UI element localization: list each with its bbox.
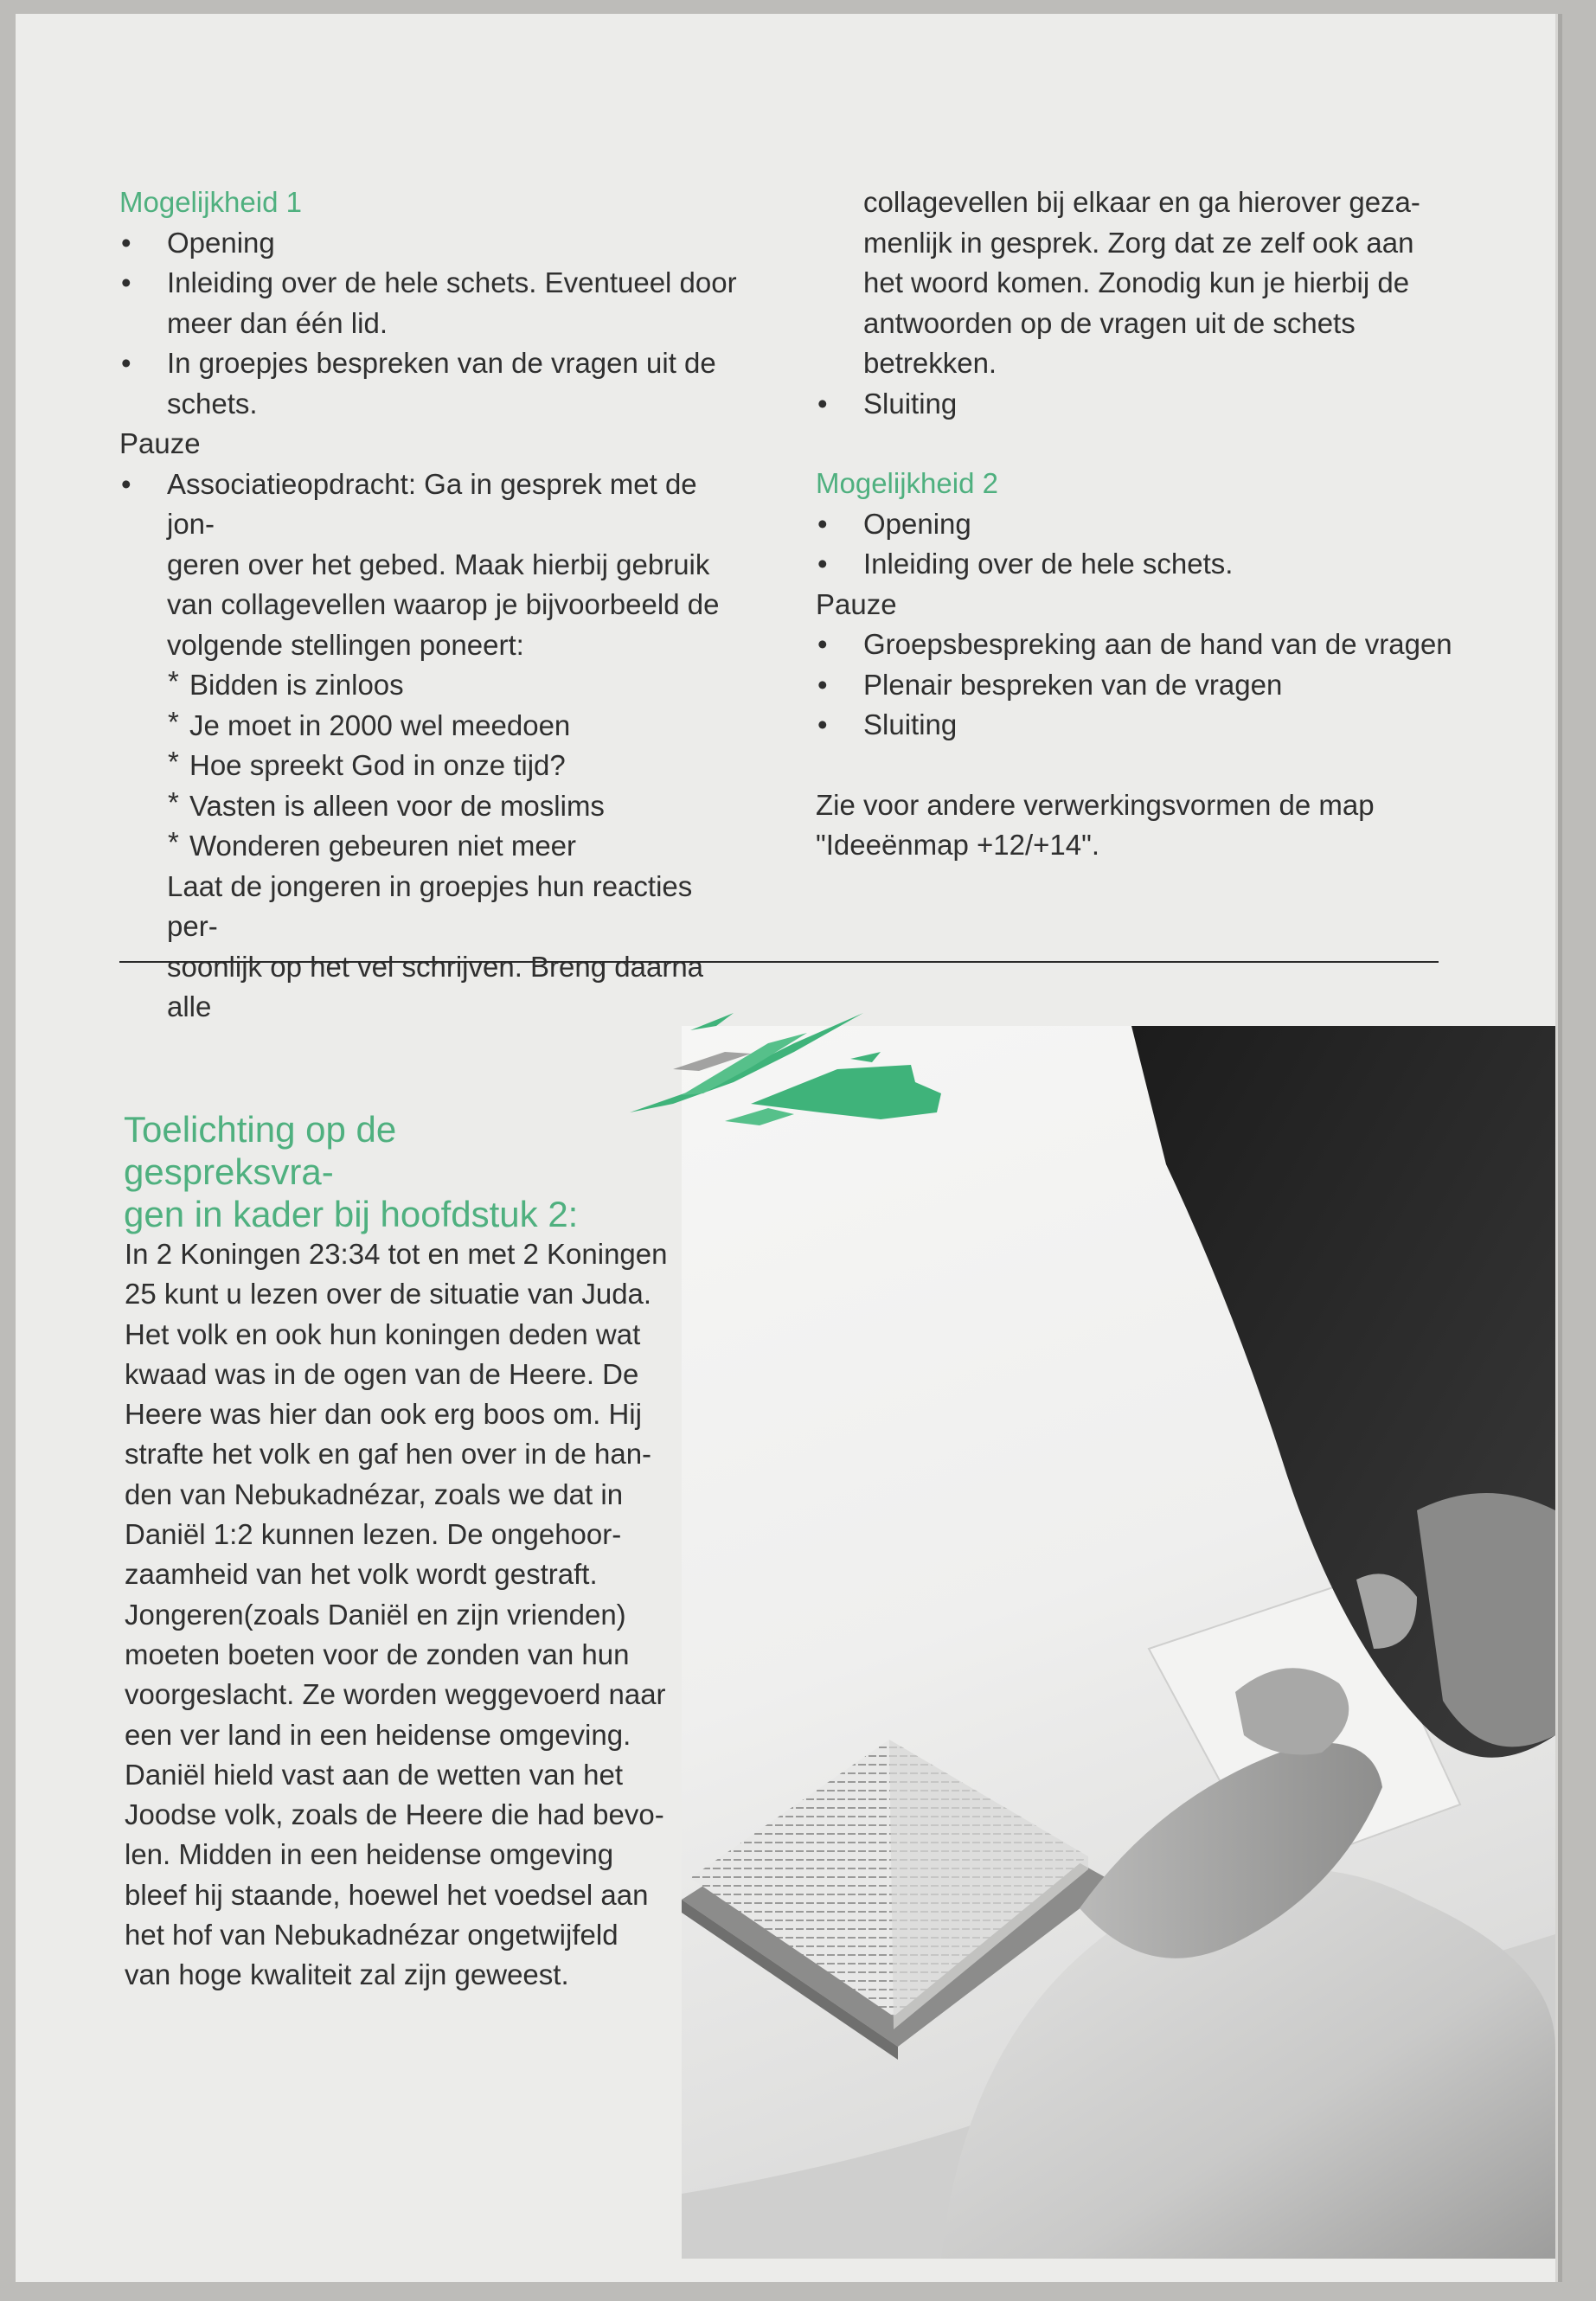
statement-item: * Vasten is alleen voor de moslims	[168, 785, 605, 822]
body-line: bleef hij staande, hoewel het voedsel aan	[125, 1878, 649, 1911]
body-line: van hoge kwaliteit zal zijn geweest.	[125, 1958, 569, 1991]
statement-item: * Bidden is zinloos	[168, 665, 404, 701]
heading-mogelijkheid-2: Mogelijkheid 2	[816, 467, 998, 499]
body-line: den van Nebukadnézar, zoals we dat in	[125, 1477, 624, 1510]
section-title: Toelichting op de gespreksvra- gen in kader bij hoofdstuk 2:	[124, 1109, 579, 1234]
reading-illustration	[682, 1026, 1555, 2259]
body-line: strafte het volk en gaf hen over in de han-	[125, 1438, 652, 1471]
right-column	[816, 183, 1473, 866]
body-line: een ver land in een heidense omgeving.	[125, 1718, 631, 1751]
body-line: len. Midden in een heidense omgeving	[125, 1838, 614, 1871]
heading-mogelijkheid-1: Mogelijkheid 1	[119, 186, 302, 218]
horizontal-rule	[119, 961, 1439, 963]
instruction-continued: collagevellen bij elkaar en ga hierover geza- menlijk in gesprek. Zorg dat ze zelf ook aan het woord komen. Zonodig kun je hierbij de antwoorden op de vragen uit de schets betrekken.	[863, 186, 1420, 379]
bullet-groepsbespreking: • Groepsbespreking aan de hand van de vragen	[816, 625, 1473, 665]
bullet-inleiding: • Inleiding over de hele schets. Eventueel door meer dan één lid.	[119, 263, 751, 343]
body-line: kwaad was in de ogen van de Heere. De	[125, 1357, 639, 1390]
body-line: zaamheid van het volk wordt gestraft.	[125, 1558, 598, 1591]
body-line: moeten boeten voor de zonden van hun	[125, 1638, 630, 1670]
section-body	[125, 1234, 678, 1996]
bullet-associatieopdracht: • Associatieopdracht: Ga in gesprek met de jon- geren over het gebed. Maak hierbij gebruik van collagevellen waarop je bijvoorbeeld de volgende stellingen poneert:	[119, 465, 751, 666]
bullet-sluiting: • Sluiting	[816, 384, 1473, 425]
bullet-opening: • Opening	[816, 504, 1473, 545]
body-line: In 2 Koningen 23:34 tot en met 2 Koningen	[125, 1238, 668, 1270]
bullet-opening: • Opening	[119, 223, 751, 264]
instruction-paragraph: Laat de jongeren in groepjes hun reacties per- soonlijk op het vel schrijven. Breng daarna alle	[167, 869, 704, 1022]
green-brush-strokes	[621, 983, 967, 1130]
reading-photo	[682, 1026, 1555, 2259]
statement-item: * Wonderen gebeuren niet meer	[168, 826, 577, 862]
statement-item: * Hoe spreekt God in onze tijd?	[168, 746, 566, 781]
body-line: 25 kunt u lezen over de situatie van Juda.	[125, 1278, 652, 1311]
pause-label: Pauze	[816, 587, 897, 620]
body-line: het hof van Nebukadnézar ongetwijfeld	[125, 1919, 619, 1952]
statement-item: * Je moet in 2000 wel meedoen	[168, 705, 571, 741]
reference-note: Zie voor andere verwerkingsvormen de map "Ideeënmap +12/+14".	[816, 788, 1375, 861]
body-line: Het volk en ook hun koningen deden wat	[125, 1317, 641, 1350]
body-line: Daniël 1:2 kunnen lezen. De ongehoor-	[125, 1518, 622, 1551]
body-line: Joodse volk, zoals de Heere die had bevo-	[125, 1798, 664, 1831]
bullet-inleiding: • Inleiding over de hele schets.	[816, 544, 1473, 585]
document-page	[16, 14, 1555, 2282]
body-line: Heere was hier dan ook erg boos om. Hij	[125, 1398, 642, 1431]
left-column	[119, 183, 751, 1028]
body-line: Jongeren(zoals Daniël en zijn vrienden)	[125, 1598, 626, 1631]
bullet-plenair: • Plenair bespreken van de vragen	[816, 665, 1473, 706]
pause-label: Pauze	[119, 427, 201, 459]
body-line: Daniël hield vast aan de wetten van het	[125, 1758, 624, 1791]
bullet-groepjes: • In groepjes bespreken van de vragen uit de schets.	[119, 343, 751, 424]
body-line: voorgeslacht. Ze worden weggevoerd naar	[125, 1678, 666, 1711]
bullet-sluiting: • Sluiting	[816, 705, 1473, 746]
